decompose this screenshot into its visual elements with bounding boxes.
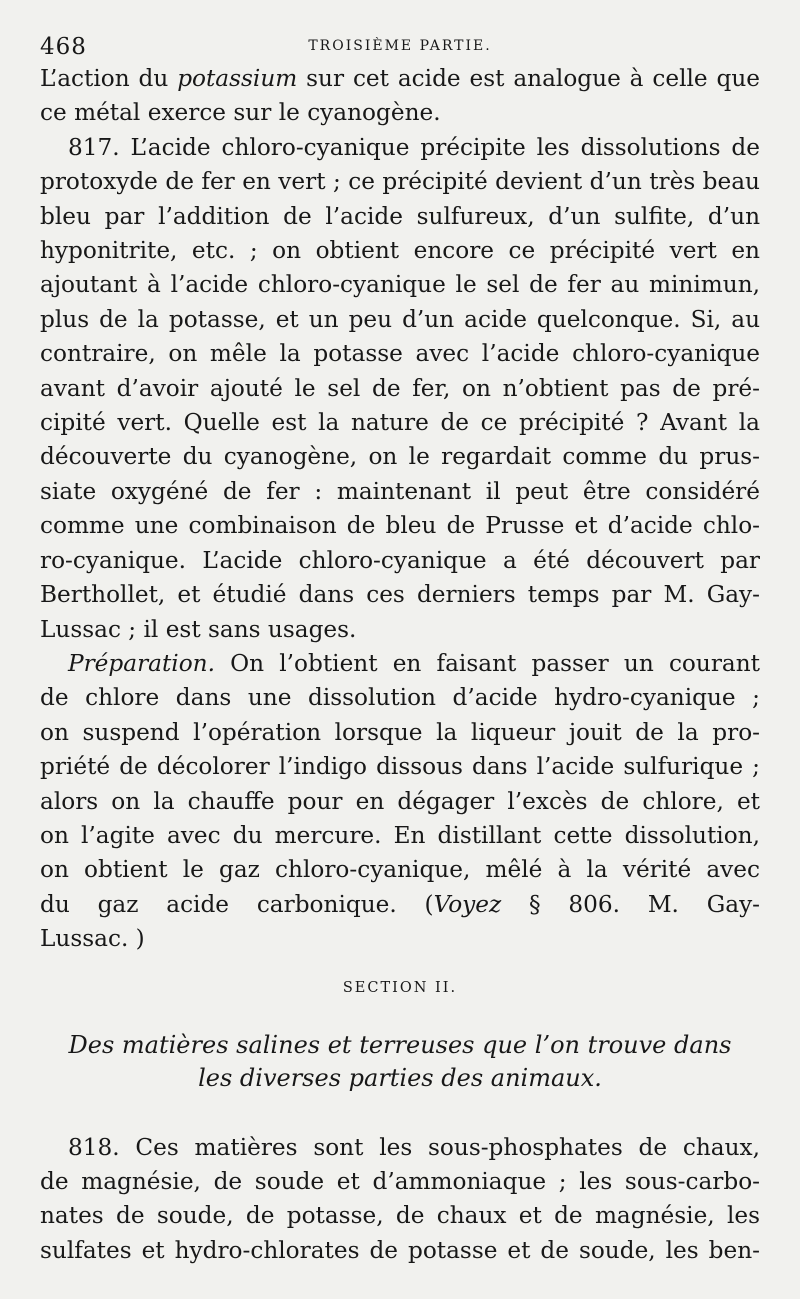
text-line: de chlore dans une dissolution d’acide hydro-cyanique ;: [40, 684, 760, 712]
section-title-line: Des matières salines et terreuses que l’on trouve dans: [68, 1030, 732, 1059]
text-line: contraire, on mêle la potasse avec l’acide chloro-cyanique: [40, 340, 760, 368]
text-line: cipité vert. Quelle est la nature de ce précipité ? Avant la: [40, 409, 760, 437]
section-title-line: les diverses parties des animaux.: [198, 1063, 602, 1092]
voyez-reference: Voyez: [433, 890, 502, 918]
text-line: on obtient le gaz chloro-cyanique, mêlé à la vérité avec: [40, 856, 760, 884]
page-body: [40, 62, 760, 1268]
text-line: on suspend l’opération lorsque la liqueur jouit de la pro-: [40, 718, 760, 746]
preparation-label: Préparation.: [68, 649, 215, 677]
text-line: plus de la potasse, et un peu d’un acide quelconque. Si, au: [40, 305, 760, 333]
text-line: on l’agite avec du mercure. En distillant cette dissolution,: [40, 821, 760, 849]
text-line: bleu par l’addition de l’acide sulfureux, d’un sulfite, d’un: [40, 202, 760, 230]
text-line: 817. L’acide chloro-cyanique précipite les dissolutions de: [68, 133, 760, 161]
page-header: [40, 28, 760, 62]
text-line: avant d’avoir ajouté le sel de fer, on n’obtient pas de pré-: [40, 374, 760, 402]
text-line: nates de soude, de potasse, de chaux et de magnésie, les: [40, 1202, 760, 1230]
paragraph-preparation: [40, 647, 760, 957]
text-line: sulfates et hydro-chlorates de potasse et de soude, les ben-: [40, 1236, 760, 1264]
text-line: siate oxygéné de fer : maintenant il peut être considéré: [40, 477, 760, 505]
text-line: priété de décolorer l’indigo dissous dans l’acide sulfurique ;: [40, 753, 760, 781]
running-head: TROISIÈME PARTIE.: [308, 38, 492, 54]
text-line: Préparation. On l’obtient en faisant passer un courant: [68, 649, 760, 677]
text-line: protoxyde de fer en vert ; ce précipité devient d’un très beau: [40, 168, 760, 196]
section-title: [40, 1029, 760, 1095]
page-number: 468: [40, 34, 87, 60]
text-line: ce métal exerce sur le cyanogène.: [40, 99, 441, 127]
text-line: comme une combinaison de bleu de Prusse et d’acide chlo-: [40, 512, 760, 540]
text-line: Lussac ; il est sans usages.: [40, 615, 357, 643]
spacer: [40, 1095, 760, 1131]
text-line: Berthollet, et étudié dans ces derniers temps par M. Gay-: [40, 581, 760, 609]
text-line: hyponitrite, etc. ; on obtient encore ce précipité vert en: [40, 237, 760, 265]
paragraph-817: [40, 131, 760, 647]
text-line: de magnésie, de soude et d’ammoniaque ; les sous-carbo-: [40, 1167, 760, 1195]
section-label: SECTION II.: [342, 979, 458, 996]
text-line: ajoutant à l’acide chloro-cyanique le sel de fer au minimun,: [40, 271, 760, 299]
text-line: découverte du cyanogène, on le regardait comme du prus-: [40, 443, 760, 471]
text-line: Lussac. ): [40, 925, 145, 953]
potassium-term: potassium: [177, 65, 298, 92]
text-line: 818. Ces matières sont les sous-phosphates de chaux,: [68, 1133, 760, 1161]
text-line: du gaz acide carbonique. (Voyez § 806. M. Gay-: [40, 890, 760, 918]
text-line: ro-cyanique. L’acide chloro-cyanique a été découvert par: [40, 546, 760, 574]
paragraph-818: [40, 1131, 760, 1269]
text-line: alors on la chauffe pour en dégager l’excès de chlore, et: [40, 787, 760, 815]
text-line: L’action du potassium sur cet acide est analogue à celle que: [40, 65, 761, 92]
